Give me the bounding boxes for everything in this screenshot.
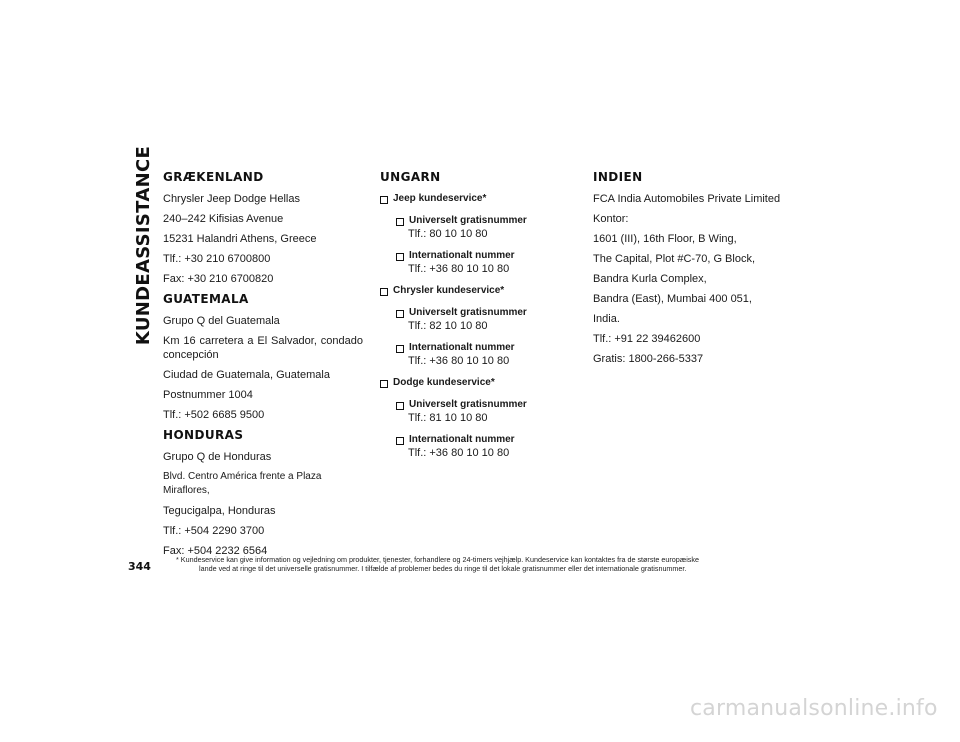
number-type-label: Universelt gratisnummer — [409, 307, 527, 318]
phone-line: Tlf.: +30 210 6700800 — [163, 253, 271, 265]
section-heading: GRÆKENLAND — [163, 170, 264, 184]
checkbox-bullet-icon — [396, 310, 404, 318]
number-type-label: Universelt gratisnummer — [409, 399, 527, 410]
address-line: The Capital, Plot #C-70, G Block, — [593, 253, 756, 265]
column-right — [593, 170, 793, 372]
watermark: carmanualsonline.info — [690, 696, 938, 721]
section-guatemala — [163, 292, 363, 422]
number-type-label: Internationalt nummer — [409, 250, 515, 261]
footnote — [176, 556, 816, 573]
checkbox-bullet-icon — [396, 218, 404, 226]
column-middle — [380, 170, 580, 468]
section-greece — [163, 170, 363, 286]
section-heading-india: INDIEN — [593, 170, 643, 184]
service-label: Dodge kundeservice* — [393, 377, 495, 388]
checkbox-bullet-icon — [380, 380, 388, 388]
phone-line: Tlf.: +504 2290 3700 — [163, 525, 265, 537]
phone-number: Tlf.: +36 80 10 10 80 — [408, 263, 510, 275]
service-jeep — [380, 192, 580, 276]
phone-line: Tlf.: +91 22 39462600 — [593, 333, 701, 345]
footnote-line-2: lande ved at ringe til det universelle gratisnummer. I tilfælde af problemer bedes du ringe til det lokale gratisnummer eller det internationale gratisnummer. — [199, 563, 687, 573]
number-type-label: Internationalt nummer — [409, 342, 515, 353]
phone-number: Tlf.: +36 80 10 10 80 — [408, 447, 510, 459]
service-chrysler — [380, 284, 580, 368]
number-type-label: Universelt gratisnummer — [409, 215, 527, 226]
number-type-label: Internationalt nummer — [409, 434, 515, 445]
address-line: Ciudad de Guatemala, Guatemala — [163, 369, 330, 381]
section-side-tab — [126, 145, 162, 345]
checkbox-bullet-icon — [380, 288, 388, 296]
fax-line: Fax: +30 210 6700820 — [163, 273, 274, 285]
checkbox-bullet-icon — [396, 437, 404, 445]
checkbox-bullet-icon — [380, 196, 388, 204]
address-line: Km 16 carretera a El Salvador, condado concepción — [163, 335, 363, 361]
phone-line: Tlf.: +502 6685 9500 — [163, 409, 265, 421]
number-entry — [396, 249, 580, 276]
address-line: FCA India Automobiles Private Limited — [593, 193, 781, 205]
footnote-line-1: * Kundeservice kan give information og vejledning om produkter, tjenester, forhandlere og 24-timers vejhjælp. Kundeservice kan kontaktes fra de største europæiske — [176, 555, 699, 564]
section-heading: GUATEMALA — [163, 292, 249, 306]
address-line: Tegucigalpa, Honduras — [163, 505, 276, 517]
checkbox-bullet-icon — [396, 253, 404, 261]
service-dodge — [380, 376, 580, 460]
address-line: India. — [593, 313, 620, 325]
service-label: Chrysler kundeservice* — [393, 285, 505, 296]
phone-number: Tlf.: 80 10 10 80 — [408, 228, 488, 240]
column-left — [163, 170, 363, 564]
section-honduras — [163, 428, 363, 558]
page-number: 344 — [128, 560, 151, 573]
checkbox-bullet-icon — [396, 345, 404, 353]
fax-line: Fax: +504 2232 6564 — [163, 545, 268, 557]
address-line: Grupo Q de Honduras — [163, 451, 272, 463]
phone-number: Tlf.: +36 80 10 10 80 — [408, 355, 510, 367]
section-heading: HONDURAS — [163, 428, 244, 442]
toll-free-line: Gratis: 1800-266-5337 — [593, 353, 704, 365]
service-label: Jeep kundeservice* — [393, 193, 487, 204]
section-side-tab-label: KUNDEASSISTANCE — [133, 145, 155, 345]
section-heading-hungary: UNGARN — [380, 170, 441, 184]
address-line: Blvd. Centro América frente a Plaza Miraflores, — [163, 471, 322, 496]
checkbox-bullet-icon — [396, 402, 404, 410]
phone-number: Tlf.: 81 10 10 80 — [408, 412, 488, 424]
address-line: Bandra Kurla Complex, — [593, 273, 707, 285]
address-line: 15231 Halandri Athens, Greece — [163, 233, 317, 245]
number-entry — [396, 306, 580, 333]
phone-number: Tlf.: 82 10 10 80 — [408, 320, 488, 332]
address-line: Postnummer 1004 — [163, 389, 253, 401]
number-entry — [396, 433, 580, 460]
address-line: Kontor: — [593, 213, 629, 225]
address-line: 1601 (III), 16th Floor, B Wing, — [593, 233, 737, 245]
address-line: Chrysler Jeep Dodge Hellas — [163, 193, 300, 205]
number-entry — [396, 398, 580, 425]
address-line: Grupo Q del Guatemala — [163, 315, 280, 327]
address-line: 240–242 Kifisias Avenue — [163, 213, 284, 225]
address-line: Bandra (East), Mumbai 400 051, — [593, 293, 752, 305]
number-entry — [396, 341, 580, 368]
number-entry — [396, 214, 580, 241]
